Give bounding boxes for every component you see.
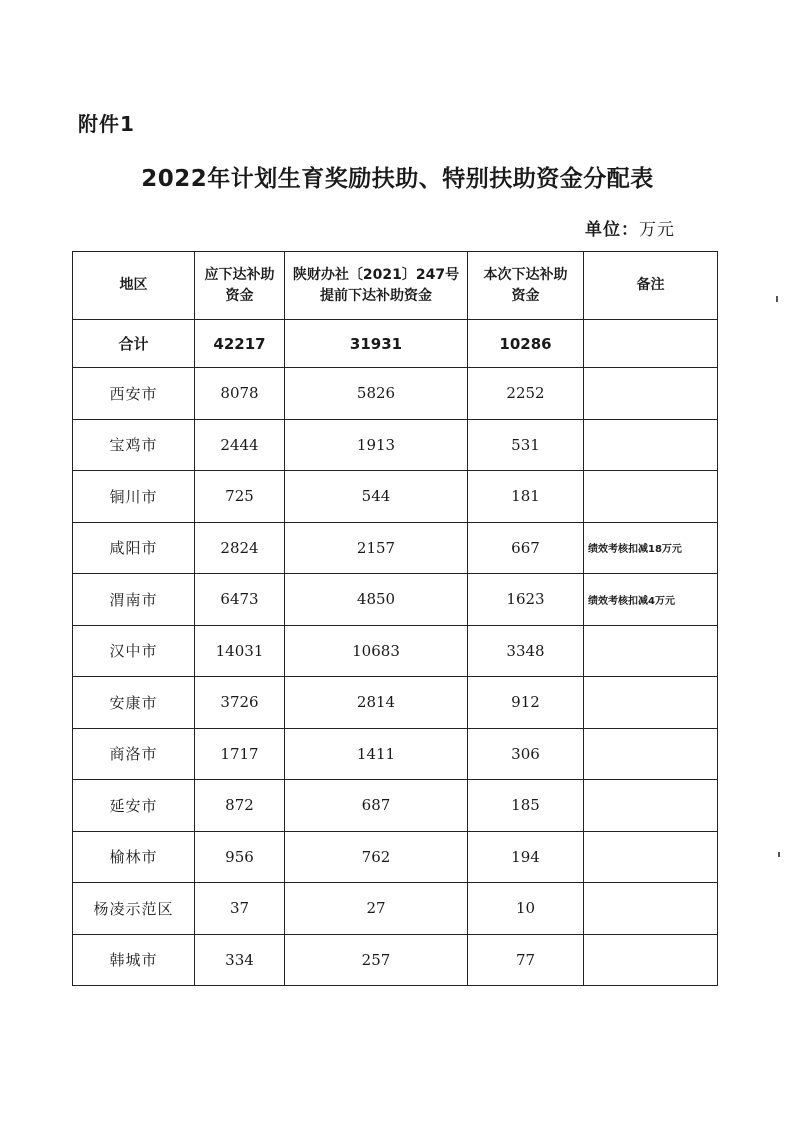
cell-current: 185 bbox=[468, 780, 584, 832]
header-allocated-line1: 应下达补助 bbox=[204, 266, 275, 283]
cell-advance: 2814 bbox=[285, 677, 468, 729]
cell-advance: 544 bbox=[285, 471, 468, 523]
cell-allocated: 3726 bbox=[195, 677, 285, 729]
total-current: 10286 bbox=[468, 320, 584, 368]
cell-region: 杨凌示范区 bbox=[73, 883, 195, 935]
total-row bbox=[73, 320, 718, 368]
total-label: 合计 bbox=[73, 320, 195, 368]
cell-advance: 257 bbox=[285, 934, 468, 986]
table-row bbox=[73, 728, 718, 780]
header-remarks: 备注 bbox=[584, 252, 718, 320]
cell-allocated: 956 bbox=[195, 831, 285, 883]
cell-current: 3348 bbox=[468, 625, 584, 677]
cell-allocated: 6473 bbox=[195, 574, 285, 626]
cell-remarks bbox=[584, 419, 718, 471]
cell-remarks bbox=[584, 780, 718, 832]
header-advance-line1: 陕财办社〔2021〕247号 bbox=[292, 266, 460, 283]
cell-current: 194 bbox=[468, 831, 584, 883]
table-row bbox=[73, 368, 718, 420]
table-row bbox=[73, 780, 718, 832]
table-row bbox=[73, 625, 718, 677]
header-current bbox=[468, 252, 584, 320]
cell-advance: 2157 bbox=[285, 522, 468, 574]
cell-region: 韩城市 bbox=[73, 934, 195, 986]
cell-remarks bbox=[584, 625, 718, 677]
header-allocated-line2: 资金 bbox=[225, 287, 254, 304]
unit-value: 万元 bbox=[639, 220, 675, 240]
cell-current: 667 bbox=[468, 522, 584, 574]
cell-remarks bbox=[584, 883, 718, 935]
unit-label-prefix: 单位： bbox=[585, 220, 639, 240]
cell-allocated: 725 bbox=[195, 471, 285, 523]
cell-advance: 1411 bbox=[285, 728, 468, 780]
scan-mark bbox=[776, 296, 778, 302]
table-row bbox=[73, 677, 718, 729]
cell-current: 912 bbox=[468, 677, 584, 729]
cell-current: 1623 bbox=[468, 574, 584, 626]
cell-remarks bbox=[584, 677, 718, 729]
table-header-row bbox=[73, 252, 718, 320]
cell-advance: 5826 bbox=[285, 368, 468, 420]
cell-region: 汉中市 bbox=[73, 625, 195, 677]
attachment-label: 附件1 bbox=[78, 112, 135, 136]
cell-allocated: 872 bbox=[195, 780, 285, 832]
cell-advance: 762 bbox=[285, 831, 468, 883]
header-allocated bbox=[195, 252, 285, 320]
cell-advance: 687 bbox=[285, 780, 468, 832]
cell-region: 延安市 bbox=[73, 780, 195, 832]
cell-region: 宝鸡市 bbox=[73, 419, 195, 471]
table-row bbox=[73, 419, 718, 471]
cell-current: 10 bbox=[468, 883, 584, 935]
table-row bbox=[73, 522, 718, 574]
cell-region: 咸阳市 bbox=[73, 522, 195, 574]
cell-current: 77 bbox=[468, 934, 584, 986]
cell-allocated: 334 bbox=[195, 934, 285, 986]
allocation-table bbox=[72, 251, 718, 986]
cell-remarks bbox=[584, 831, 718, 883]
cell-region: 商洛市 bbox=[73, 728, 195, 780]
cell-region: 铜川市 bbox=[73, 471, 195, 523]
cell-region: 西安市 bbox=[73, 368, 195, 420]
table-row bbox=[73, 574, 718, 626]
cell-allocated: 37 bbox=[195, 883, 285, 935]
cell-allocated: 2444 bbox=[195, 419, 285, 471]
cell-current: 181 bbox=[468, 471, 584, 523]
header-region: 地区 bbox=[73, 252, 195, 320]
cell-allocated: 8078 bbox=[195, 368, 285, 420]
cell-advance: 1913 bbox=[285, 419, 468, 471]
cell-current: 2252 bbox=[468, 368, 584, 420]
cell-remarks bbox=[584, 471, 718, 523]
cell-advance: 10683 bbox=[285, 625, 468, 677]
cell-advance: 4850 bbox=[285, 574, 468, 626]
cell-allocated: 1717 bbox=[195, 728, 285, 780]
unit-label bbox=[585, 215, 675, 240]
cell-remarks bbox=[584, 368, 718, 420]
cell-region: 安康市 bbox=[73, 677, 195, 729]
cell-allocated: 2824 bbox=[195, 522, 285, 574]
cell-region: 榆林市 bbox=[73, 831, 195, 883]
scan-mark bbox=[778, 852, 780, 857]
header-current-line1: 本次下达补助 bbox=[483, 266, 568, 283]
cell-remarks: 绩效考核扣减18万元 bbox=[584, 522, 718, 574]
table-row bbox=[73, 831, 718, 883]
header-advance bbox=[285, 252, 468, 320]
cell-current: 306 bbox=[468, 728, 584, 780]
cell-allocated: 14031 bbox=[195, 625, 285, 677]
cell-remarks bbox=[584, 934, 718, 986]
total-allocated: 42217 bbox=[195, 320, 285, 368]
document-title: 2022年计划生育奖励扶助、特别扶助资金分配表 bbox=[141, 166, 654, 192]
cell-remarks: 绩效考核扣减4万元 bbox=[584, 574, 718, 626]
header-current-line2: 资金 bbox=[511, 287, 540, 304]
header-advance-line2: 提前下达补助资金 bbox=[320, 287, 432, 304]
table-row bbox=[73, 471, 718, 523]
cell-remarks bbox=[584, 728, 718, 780]
total-advance: 31931 bbox=[285, 320, 468, 368]
table-row bbox=[73, 883, 718, 935]
table-row bbox=[73, 934, 718, 986]
cell-region: 渭南市 bbox=[73, 574, 195, 626]
total-remarks bbox=[584, 320, 718, 368]
cell-advance: 27 bbox=[285, 883, 468, 935]
cell-current: 531 bbox=[468, 419, 584, 471]
